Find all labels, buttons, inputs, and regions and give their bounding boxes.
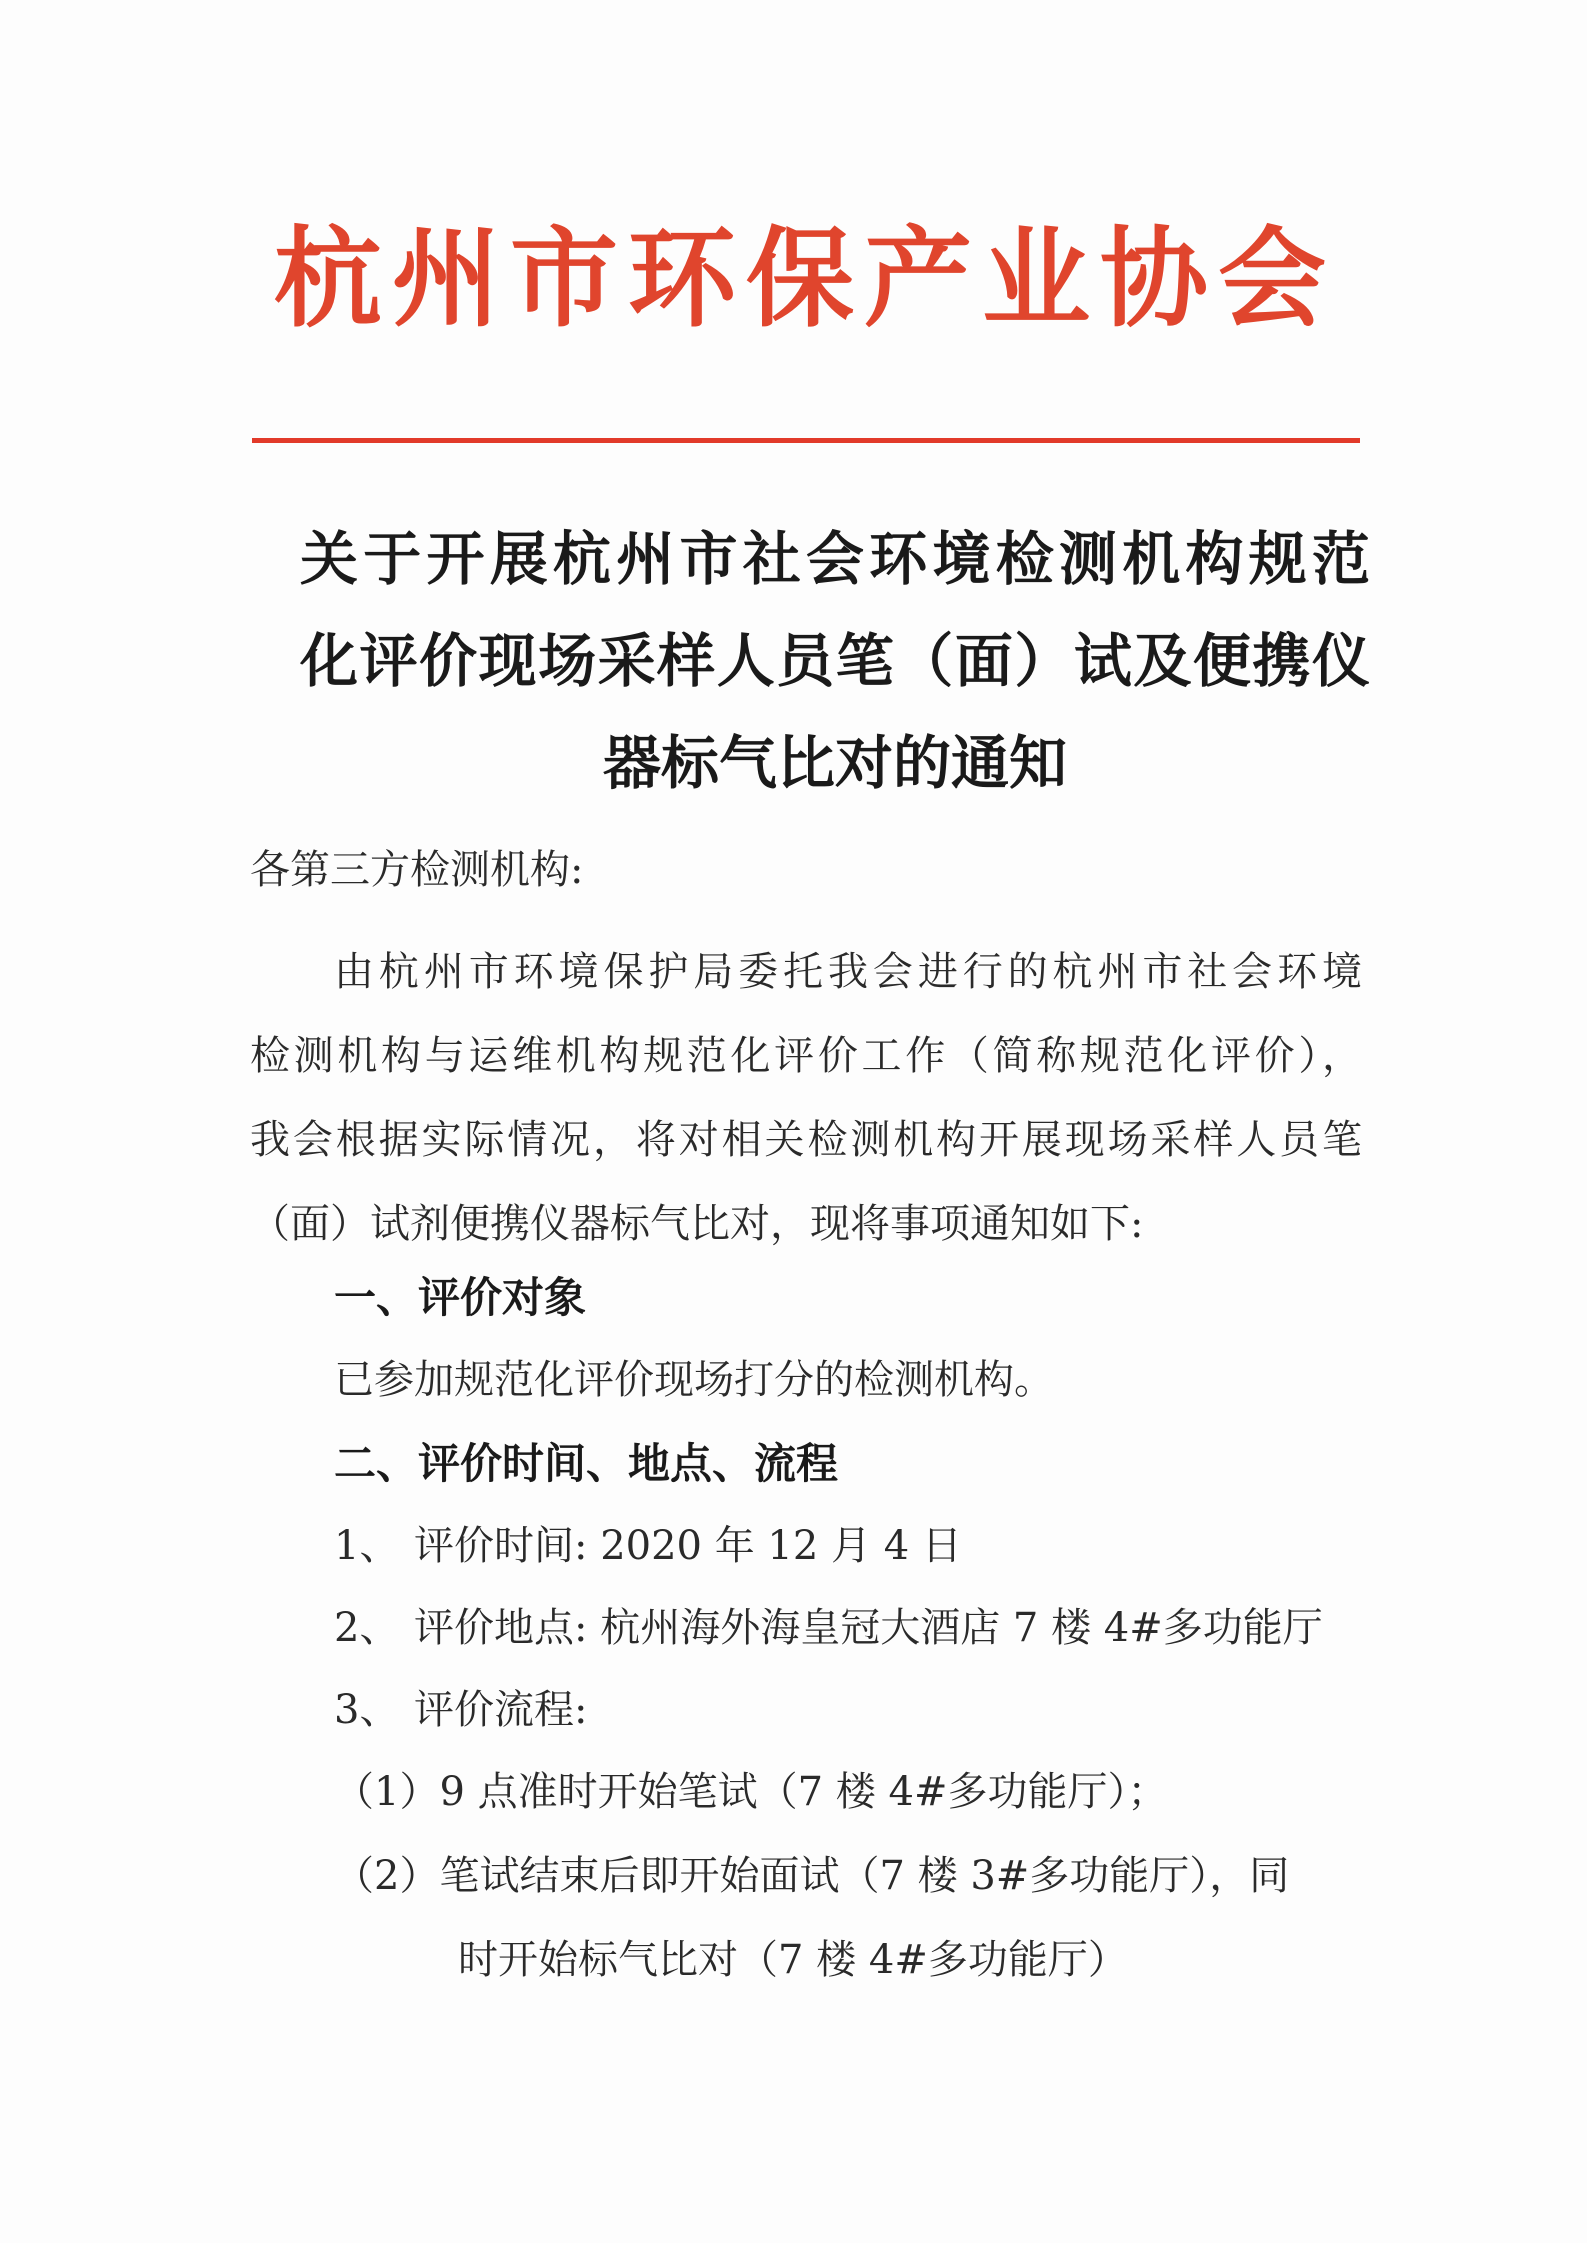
- process-step-written-test: [334, 1750, 1364, 1834]
- list-item-time: [334, 1518, 962, 1574]
- list-item-text: 评价地点: 杭州海外海皇冠大酒店 7 楼 4#多功能厅: [414, 1605, 1323, 1651]
- org-letterhead: 杭州市环保产业协会: [273, 217, 1336, 342]
- title-line: 化评价现场采样人员笔（面）试及便携仪: [300, 627, 1370, 695]
- paragraph-line: 我会根据实际情况，将对相关检测机构开展现场采样人员笔: [250, 1117, 1362, 1163]
- title-line: 器标气比对的通知: [602, 729, 1067, 797]
- notice-title: [300, 508, 1370, 814]
- intro-paragraph: [250, 930, 1362, 1266]
- evaluation-target-text: 已参加规范化评价现场打分的检测机构。: [334, 1357, 1054, 1403]
- paragraph-line: 检测机构与运维机构规范化评价工作（简称规范化评价），: [250, 1033, 1362, 1079]
- title-line: 关于开展杭州市社会环境检测机构规范: [300, 525, 1370, 593]
- list-item-text: 评价流程:: [414, 1687, 588, 1733]
- list-item-place: [334, 1600, 1323, 1656]
- paragraph-line: 由杭州市环境保护局委托我会进行的杭州市社会环境: [334, 949, 1362, 995]
- section-heading-evaluation-target: 一、评价对象: [334, 1273, 587, 1322]
- letterhead-divider: [252, 438, 1360, 443]
- list-number: 3、: [334, 1687, 400, 1733]
- process-step-interview: [334, 1834, 1364, 2002]
- list-number: 1、: [334, 1523, 400, 1569]
- addressee: 各第三方检测机构:: [250, 847, 584, 893]
- step-line: （1）9 点准时开始笔试（7 楼 4#多功能厅）；: [334, 1769, 1168, 1815]
- list-item-process: [334, 1682, 587, 1738]
- step-line: 时开始标气比对（7 楼 4#多功能厅）: [458, 1937, 1128, 1983]
- list-item-text: 评价时间: 2020 年 12 月 4 日: [414, 1523, 962, 1569]
- section-heading-time-place-process: 二、评价时间、地点、流程: [334, 1439, 839, 1488]
- step-line: （2）笔试结束后即开始面试（7 楼 3#多功能厅），同: [334, 1853, 1290, 1899]
- list-number: 2、: [334, 1605, 400, 1651]
- paragraph-line: （面）试剂便携仪器标气比对，现将事项通知如下:: [250, 1201, 1144, 1247]
